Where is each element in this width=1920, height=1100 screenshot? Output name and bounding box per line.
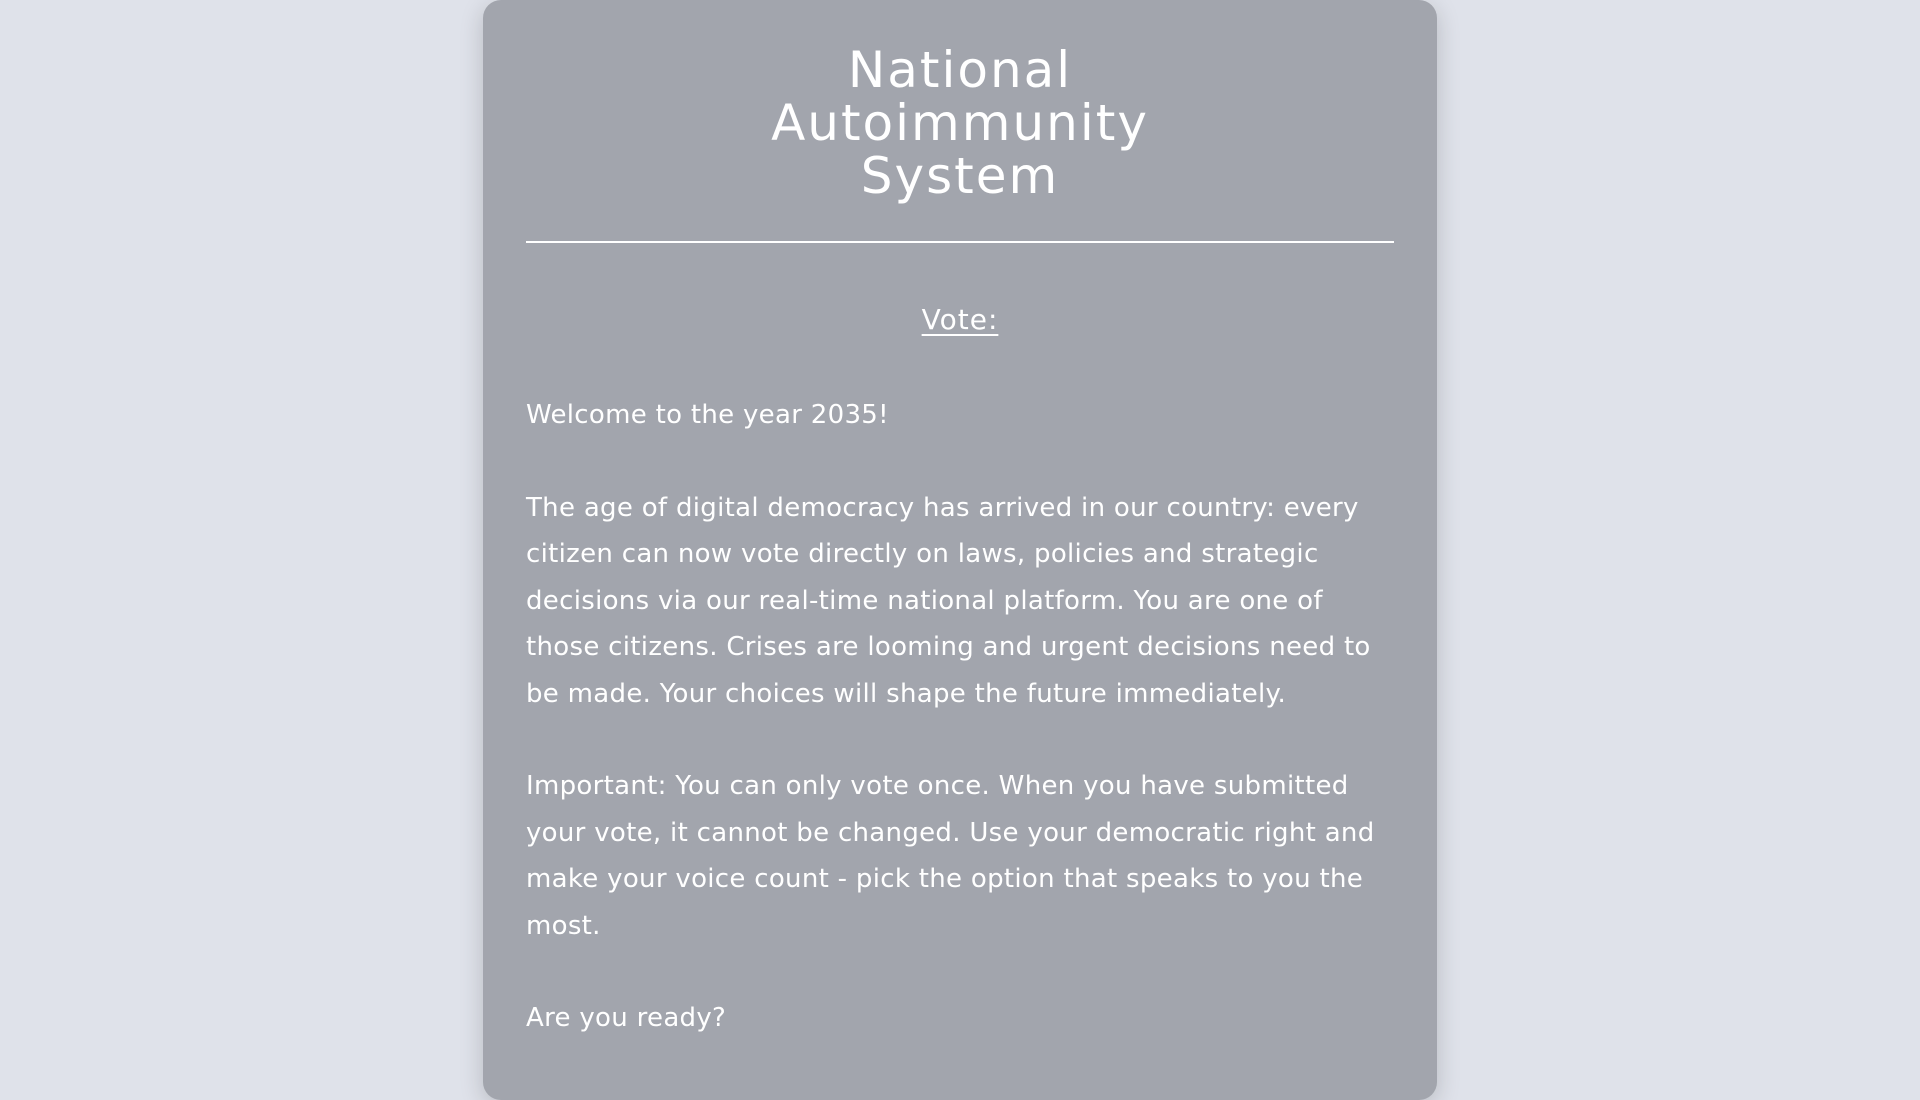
important-paragraph: Important: You can only vote once. When you have submitted your vote, it cannot be changed. Use your democratic right and make your voice count - pick the option that speaks to you the most. (526, 771, 1375, 941)
page-title: National Autoimmunity System (771, 41, 1149, 205)
vote-heading (526, 303, 1394, 337)
intro-text (526, 392, 1394, 1042)
title-divider (526, 241, 1394, 243)
welcome-paragraph: Welcome to the year 2035! (526, 400, 889, 430)
vote-heading-label: Vote: (921, 303, 999, 336)
description-paragraph: The age of digital democracy has arrived in our country: every citizen can now vote directly on laws, policies and strategic decisions via our real-time national platform. You are one of those citizens. Crises are looming and urgent decisions need to be made. Your choices will shape the future immediately. (526, 492, 1371, 709)
intro-card (483, 0, 1437, 1100)
ready-paragraph: Are you ready? (526, 1003, 727, 1033)
